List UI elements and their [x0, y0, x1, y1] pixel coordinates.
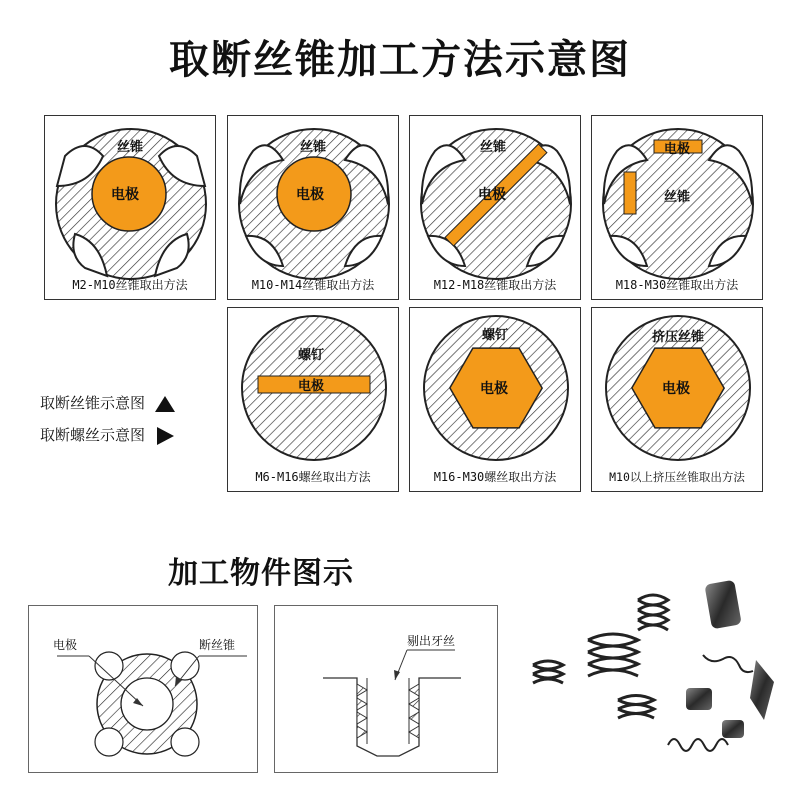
workpiece-right-panel	[274, 605, 498, 773]
panel-m6-m16	[227, 307, 399, 492]
tap-label: 丝锥	[117, 140, 144, 155]
electrode-label: 电极	[664, 142, 691, 157]
triangle-up-icon	[154, 394, 176, 414]
workpiece-left-panel	[28, 605, 258, 773]
legend-tap-label: 取断丝锥示意图	[40, 394, 146, 412]
legend-tap	[40, 392, 176, 414]
electrode-label: 电极	[111, 187, 139, 203]
electrode-label: 电极	[296, 187, 324, 203]
panel-caption: M10以上挤压丝锥取出方法	[609, 470, 745, 484]
triangle-right-icon	[154, 426, 176, 446]
panel-m10-extrusion	[591, 307, 763, 492]
panel-m10-m14	[227, 115, 399, 300]
thread-fragments-photo	[518, 570, 788, 760]
panel-m18-m30	[591, 115, 763, 300]
electrode-label: 电极	[298, 379, 325, 394]
legend-screw	[40, 424, 176, 446]
broken-tap-callout: 断丝锥	[199, 638, 236, 652]
panel-caption: M12-M18丝锥取出方法	[433, 278, 557, 292]
legend-screw-label: 取断螺丝示意图	[40, 426, 146, 444]
electrode-label: 电极	[480, 381, 508, 397]
electrode-label: 电极	[478, 187, 506, 203]
panel-caption: M10-M14丝锥取出方法	[251, 278, 375, 292]
removed-thread-callout: 剔出牙丝	[407, 634, 456, 648]
panel-m12-m18	[409, 115, 581, 300]
electrode-callout: 电极	[53, 638, 78, 652]
panel-caption: M18-M30丝锥取出方法	[615, 278, 739, 292]
tap-label: 丝锥	[664, 190, 691, 205]
extrusion-tap-label: 挤压丝锥	[652, 330, 705, 345]
panel-caption: M2-M10丝锥取出方法	[72, 278, 188, 292]
electrode-label: 电极	[662, 381, 690, 397]
page-title: 取断丝锥加工方法示意图	[169, 37, 631, 83]
workpiece-title: 加工物件图示	[168, 556, 354, 591]
panel-m2-m10	[44, 115, 216, 300]
tap-label: 丝锥	[480, 140, 507, 155]
panel-caption: M16-M30螺丝取出方法	[433, 470, 557, 484]
panel-caption: M6-M16螺丝取出方法	[255, 470, 371, 484]
screw-label: 螺钉	[298, 348, 325, 363]
tap-label: 丝锥	[300, 140, 327, 155]
screw-label: 螺钉	[482, 328, 509, 343]
panel-m16-m30	[409, 307, 581, 492]
